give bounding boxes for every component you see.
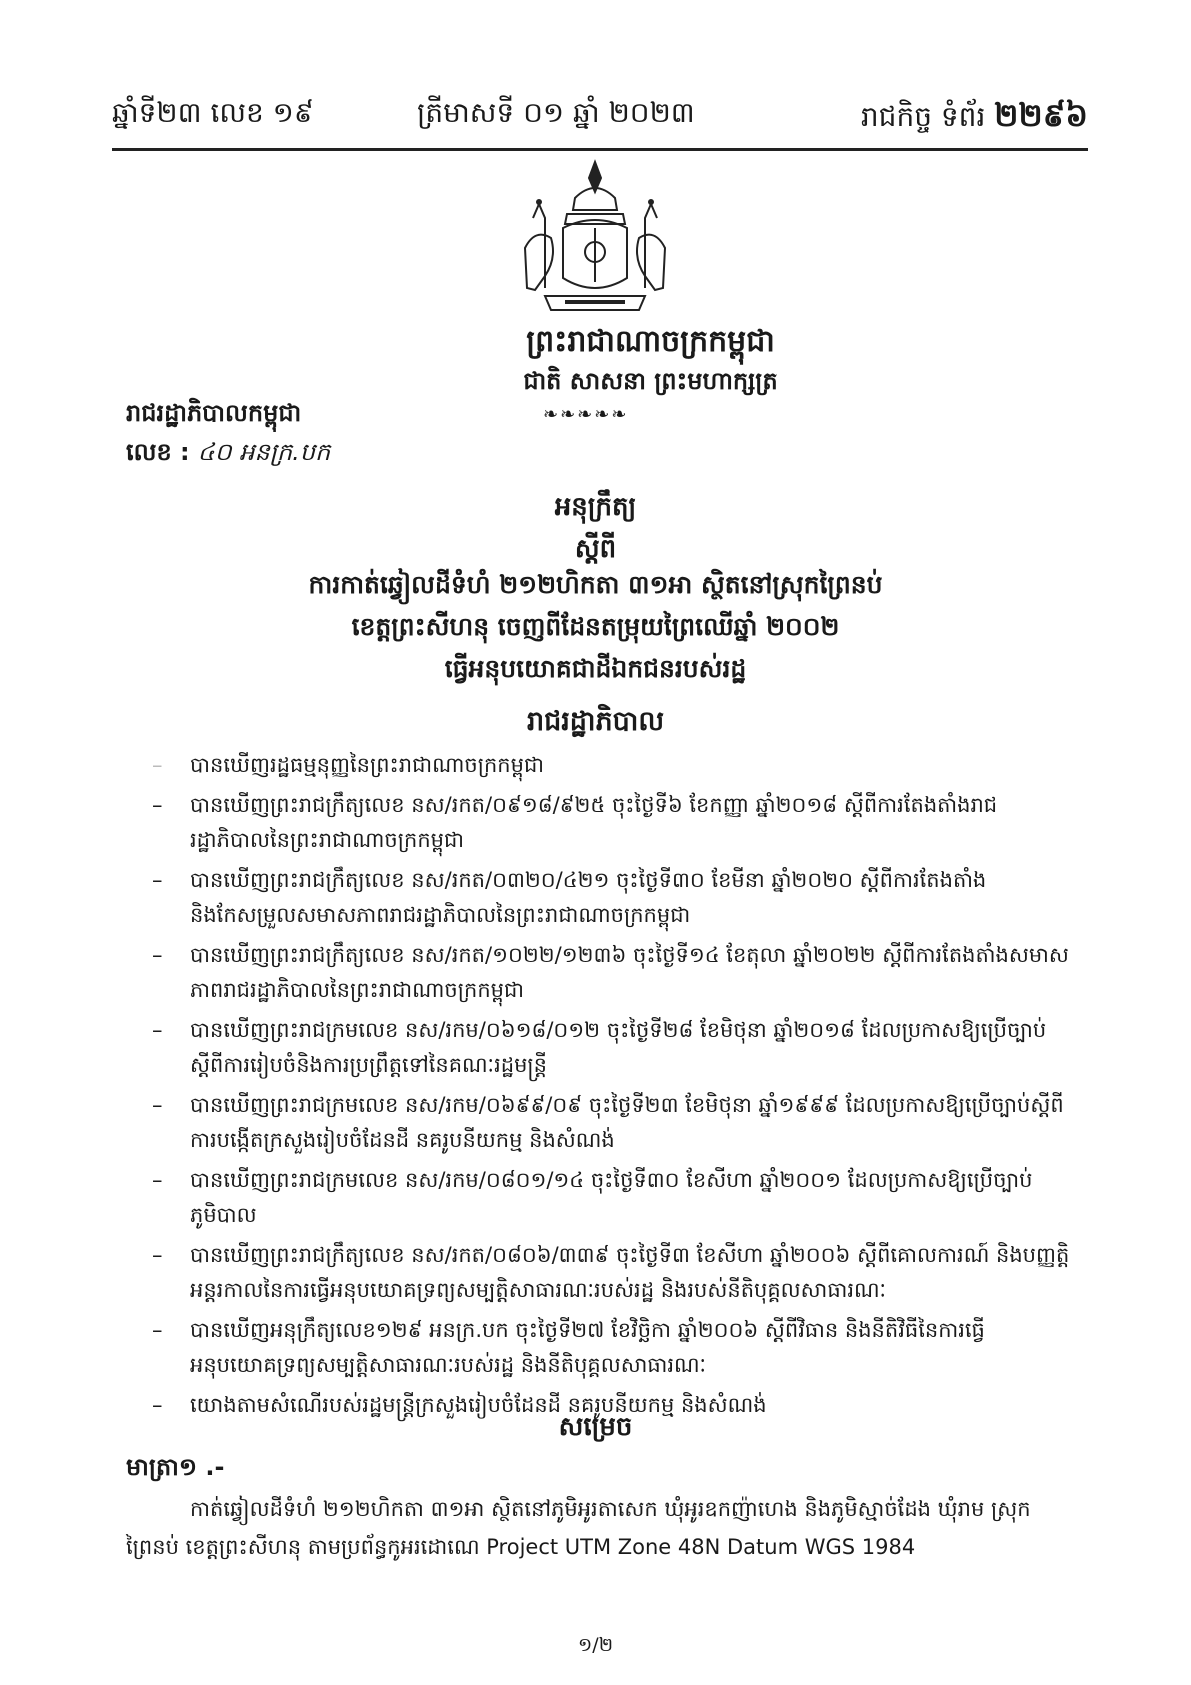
list-item: – បានឃើញអនុក្រឹត្យលេខ១២៩ អនក្រ.បក ចុះថ្ងៃទី២៧ ខែវិច្ឆិកា ឆ្នាំ២០០៦ ស្តីពីវិធាន និងនីតិវិធីនៃការធ្វើអនុបយោគទ្រព្យសម្បត្តិសាធារណៈរបស់រដ្ឋ និងនីតិបុគ្គលសាធារណៈ bbox=[190, 1313, 1070, 1383]
considerations-list bbox=[190, 748, 1070, 1428]
document-title-line-1: ការកាត់ឆ្វៀលដីទំហំ ២១២ហិកតា ៣១អា ស្ថិតនៅស្រុកព្រៃនប់ bbox=[308, 570, 883, 599]
reference-number bbox=[126, 437, 330, 472]
document-type: អនុក្រឹត្យ bbox=[554, 492, 637, 522]
gazette-page bbox=[861, 95, 1088, 142]
document-title-line-3: ធ្វើអនុបយោគជាដីឯកជនរបស់រដ្ឋ bbox=[444, 654, 747, 683]
gazette-year-issue: ឆ្នាំទី២៣ លេខ ១៩ bbox=[112, 96, 314, 129]
list-item: – បានឃើញព្រះរាជក្រមលេខ នស/រកម/០៨០១/១៤ ចុះថ្ងៃទី៣០ ខែសីហា ឆ្នាំ២០០១ ដែលប្រកាសឱ្យប្រើច្បាប់ភូមិបាល bbox=[190, 1163, 1070, 1233]
kingdom-motto: ជាតិ សាសនា ព្រះមហាក្សត្រ bbox=[523, 367, 778, 395]
list-item: – យោងតាមសំណើរបស់រដ្ឋមន្ត្រីក្រសួងរៀបចំដែនដី នគរូបនីយកម្ម និងសំណង់ bbox=[190, 1388, 1070, 1423]
list-item: – បានឃើញព្រះរាជក្រឹត្យលេខ នស/រកត/០៨០៦/៣៣៩ ចុះថ្ងៃទី៣ ខែសីហា ឆ្នាំ២០០៦ ស្តីពីគោលការណ៍ និងបញ្ញត្តិអន្តរកាលនៃការធ្វើអនុបយោគទ្រព្យសម្បត្តិសាធារណៈរបស់រដ្ឋ និងរបស់នីតិបុគ្គលសាធារណៈ bbox=[190, 1238, 1070, 1308]
list-item: – បានឃើញរដ្ឋធម្មនុញ្ញនៃព្រះរាជាណាចក្រកម្ពុជា bbox=[190, 748, 1070, 783]
gazette-quarter: ត្រីមាសទី ០១ ឆ្នាំ ២០២៣ bbox=[417, 96, 695, 129]
document-regarding: ស្តីពី bbox=[574, 534, 617, 564]
page-number: ១/២ bbox=[577, 1634, 614, 1656]
list-item: – បានឃើញព្រះរាជក្រឹត្យលេខ នស/រកត/០៩១៨/៩២៥ ចុះថ្ងៃទី៦ ខែកញ្ញា ឆ្នាំ២០១៨ ស្តីពីការតែងតាំងរាជរដ្ឋាភិបាលនៃព្រះរាជាណាចក្រកម្ពុជា bbox=[190, 788, 1070, 858]
ornament-divider-icon: ❧❧❧❧❧ bbox=[543, 404, 629, 425]
kingdom-title: ព្រះរាជាណាចក្រកម្ពុជា bbox=[526, 324, 775, 359]
header-rule bbox=[112, 148, 1088, 151]
document-title-line-2: ខេត្តព្រះសីហនុ ចេញពីដែនតម្រុយព្រៃឈើឆ្នាំ ២០០២ bbox=[351, 612, 840, 641]
decision-heading: សម្រេច bbox=[558, 1412, 633, 1442]
document-issuer: រាជរដ្ឋាភិបាល bbox=[526, 706, 665, 737]
article-body: កាត់ឆ្វៀលដីទំហំ ២១២ហិកតា ៣១អា ស្ថិតនៅភូមិអូរតាសេក ឃុំអូរឧកញ៉ាហេង និងភូមិស្មាច់ដែង ឃុំរាម ស្រុកព្រៃនប់ ខេត្តព្រះសីហនុ តាមប្រព័ន្ធកូអរដោណេ Project UTM Zone 48N Datum WGS 1984 bbox=[126, 1497, 1031, 1559]
gazette-page-label: រាជកិច្ច ទំព័រ bbox=[860, 100, 986, 133]
gazette-page-number: ២២៩៦ bbox=[994, 96, 1088, 134]
list-item: – បានឃើញព្រះរាជក្រមលេខ នស/រកម/០៦៩៩/០៩ ចុះថ្ងៃទី២៣ ខែមិថុនា ឆ្នាំ១៩៩៩ ដែលប្រកាសឱ្យប្រើច្បាប់ស្តីពីការបង្កើតក្រសួងរៀបចំដែនដី នគរូបនីយកម្ម និងសំណង់ bbox=[190, 1088, 1070, 1158]
royal-coat-of-arms-icon bbox=[505, 158, 685, 318]
article-title: មាត្រា១ .- bbox=[126, 1453, 225, 1481]
list-item: – បានឃើញព្រះរាជក្រឹត្យលេខ នស/រកត/១០២២/១២៣៦ ចុះថ្ងៃទី១៤ ខែតុលា ឆ្នាំ២០២២ ស្តីពីការតែងតាំងសមាសភាពរាជរដ្ឋាភិបាលនៃព្រះរាជាណាចក្រកម្ពុជា bbox=[190, 938, 1070, 1008]
issuing-government: រាជរដ្ឋាភិបាលកម្ពុជា bbox=[126, 399, 302, 427]
gazette-header bbox=[112, 95, 1088, 143]
list-item: – បានឃើញព្រះរាជក្រមលេខ នស/រកម/០៦១៨/០១២ ចុះថ្ងៃទី២៨ ខែមិថុនា ឆ្នាំ២០១៨ ដែលប្រកាសឱ្យប្រើច្បាប់ស្តីពីការរៀបចំនិងការប្រព្រឹត្តទៅនៃគណៈរដ្ឋមន្ត្រី bbox=[190, 1013, 1070, 1083]
reference-value: ៤០ អនក្រ.បក bbox=[197, 438, 331, 466]
list-item: – បានឃើញព្រះរាជក្រឹត្យលេខ នស/រកត/០៣២០/៤២១ ចុះថ្ងៃទី៣០ ខែមីនា ឆ្នាំ២០២០ ស្តីពីការតែងតាំង និងកែសម្រួលសមាសភាពរាជរដ្ឋាភិបាលនៃព្រះរាជាណាចក្រកម្ពុជា bbox=[190, 863, 1070, 933]
reference-label: លេខ : bbox=[126, 438, 190, 466]
